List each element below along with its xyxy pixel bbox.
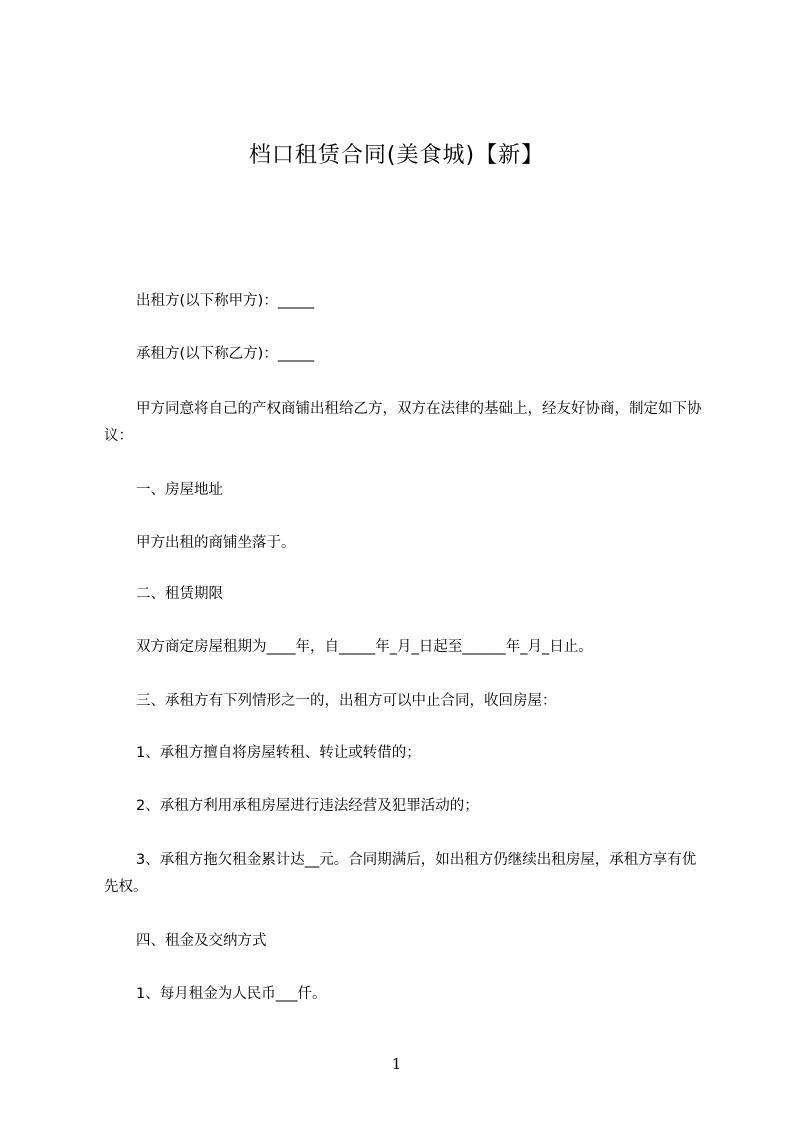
- paragraph-lessee: 承租方(以下称乙方)：_____: [136, 346, 315, 362]
- clause-sublease: 1、承租方擅自将房屋转租、转让或转借的；: [136, 745, 421, 761]
- section-heading-termination: 三、承租方有下列情形之一的，出租方可以中止合同，收回房屋：: [136, 693, 557, 709]
- document-title: 档口租赁合同(美食城)【新】: [248, 143, 545, 168]
- section-heading-rent: 四、租金及交纳方式: [136, 933, 267, 949]
- section-heading-address: 一、房屋地址: [136, 482, 223, 498]
- paragraph-agreement-intro: 甲方同意将自己的产权商铺出租给乙方，双方在法律的基础上，经友好协商，制定如下协议：: [104, 401, 702, 444]
- paragraph-lessor: 出租方(以下称甲方)：_____: [136, 293, 315, 309]
- clause-monthly-rent: 1、每月租金为人民币___仟。: [136, 986, 327, 1002]
- section-heading-term: 二、租赁期限: [136, 586, 223, 602]
- paragraph-address: 甲方出租的商铺坐落于。: [136, 535, 296, 551]
- clause-rent-arrears: 3、承租方拖欠租金累计达__元。合同期满后，如出租方仍继续出租房屋，承租方享有优先权。: [104, 852, 697, 895]
- clause-illegal-use: 2、承租方利用承租房屋进行违法经营及犯罪活动的；: [136, 798, 479, 814]
- paragraph-term: 双方商定房屋租期为____年，自_____年_月_日起至______年_月_日止。: [136, 639, 593, 655]
- page-number: 1: [391, 1055, 402, 1073]
